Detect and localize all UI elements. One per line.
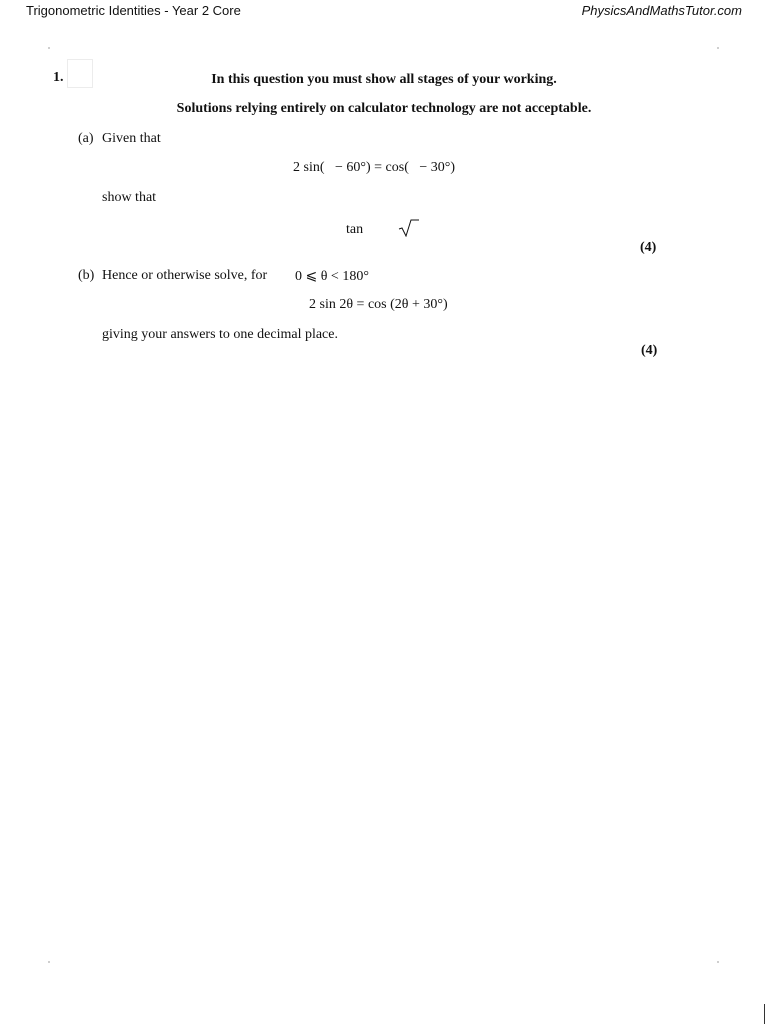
header-title: Trigonometric Identities - Year 2 Core xyxy=(26,3,241,18)
part-a-equation: 2 sin( − 60°) = cos( − 30°) xyxy=(293,160,456,175)
part-a-label: (a) xyxy=(78,131,94,146)
part-a-marks: (4) xyxy=(640,240,657,255)
page-edge-line xyxy=(764,1004,765,1024)
part-b-range: 0 ⩽ θ < 180° xyxy=(295,269,369,284)
instruction-calculator: Solutions relying entirely on calculator technology are not acceptable. xyxy=(176,101,592,116)
instruction-working: In this question you must show all stages of your working. xyxy=(211,72,557,87)
header-site: PhysicsAndMathsTutor.com xyxy=(581,3,742,18)
corner-mark xyxy=(717,47,719,49)
part-a-show-that: show that xyxy=(102,190,157,205)
part-b-intro: Hence or otherwise solve, for xyxy=(102,268,268,283)
corner-mark xyxy=(717,961,719,963)
part-a-result: tan xyxy=(346,222,364,237)
corner-mark xyxy=(48,961,50,963)
sqrt-symbol-icon xyxy=(398,219,420,237)
part-a-intro: Given that xyxy=(102,131,161,146)
part-b-label: (b) xyxy=(78,268,95,283)
part-b-equation: 2 sin 2θ = cos (2θ + 30°) xyxy=(309,297,448,312)
corner-mark xyxy=(48,47,50,49)
question-number: 1. xyxy=(53,70,64,85)
part-b-instruction: giving your answers to one decimal place. xyxy=(102,327,338,342)
part-b-marks: (4) xyxy=(641,343,658,358)
